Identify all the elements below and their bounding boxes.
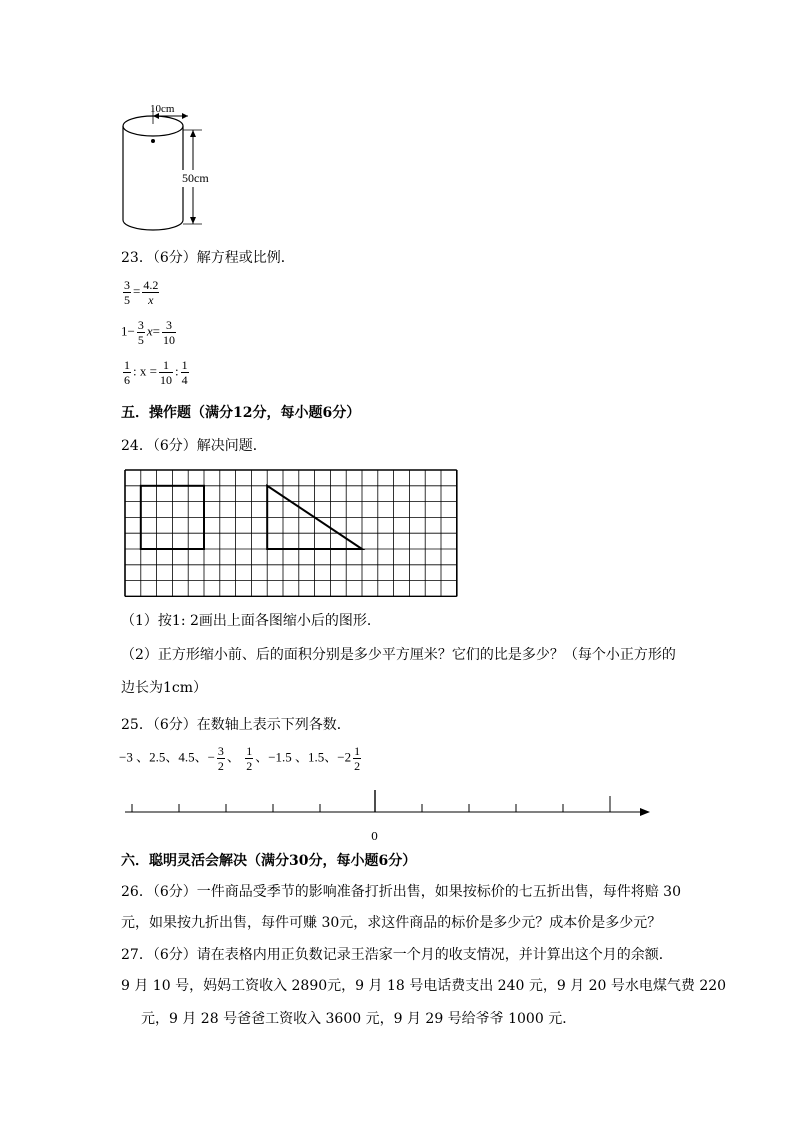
number-line bbox=[120, 784, 660, 824]
q26-line2: 元，如果按九折出售，每件可赚 30元，求这件商品的标价是多少元？成本价是多少元？ bbox=[121, 915, 662, 931]
q24-title: 24．（6分）解决问题． bbox=[121, 438, 267, 454]
q23-equation-1: $\frac{3}{5}$ = $\frac{4.2}{x}$ bbox=[124, 278, 159, 307]
q23-equation-2: 1− $\frac{3}{5}$ x= $\frac{3}{10}$ bbox=[121, 318, 175, 347]
cylinder-height-label: 50cm bbox=[182, 171, 209, 185]
q23-equation-3: $\frac{1}{6}$ : x = $\frac{1}{10}$ : $\frac{1}{4}$ bbox=[124, 358, 188, 387]
q25-numbers: −3 、2.5、4.5、− $\frac{3}{2}$ 、 $\frac{1}{2}$ 、−1.5 、1.5、−2 $\frac{1}{2}$ bbox=[119, 744, 361, 773]
q25-title: 25．（6分）在数轴上表示下列各数． bbox=[121, 717, 351, 733]
grid-figure bbox=[120, 467, 460, 597]
q23-title: 23．（6分）解方程或比例． bbox=[121, 250, 295, 266]
number-line-zero: 0 bbox=[371, 830, 378, 843]
section-5-heading: 五．操作题（满分12分，每小题6分） bbox=[121, 405, 361, 421]
section-6-heading: 六．聪明灵活会解决（满分30分，每小题6分） bbox=[121, 853, 417, 869]
q27-line1: 27．（6分）请在表格内用正负数记录王浩家一个月的收支情况，并计算出这个月的余额． bbox=[121, 947, 673, 963]
q24-sub1: （1）按1: 2画出上面各图缩小后的图形． bbox=[121, 613, 381, 629]
q27-line2: 9 月 10 号，妈妈工资收入 2890元，9 月 18 号电话费支出 240 元，9 月 20 号水电煤气费 220 bbox=[121, 978, 727, 994]
cylinder-figure bbox=[110, 100, 230, 235]
q26-line1: 26．（6分）一件商品受季节的影响准备打折出售，如果按标价的七五折出售，每件将赔 30 bbox=[121, 884, 681, 900]
q27-line3: 元，9 月 28 号爸爸工资收入 3600 元，9 月 29 号给爷爷 1000 元． bbox=[141, 1011, 577, 1027]
cylinder-diameter-label: 10cm bbox=[150, 103, 175, 115]
q24-sub2-line2: 边长为1cm） bbox=[121, 680, 208, 696]
q24-sub2-line1: （2）正方形缩小前、后的面积分别是多少平方厘米？它们的比是多少？（每个小正方形的 bbox=[121, 647, 676, 663]
